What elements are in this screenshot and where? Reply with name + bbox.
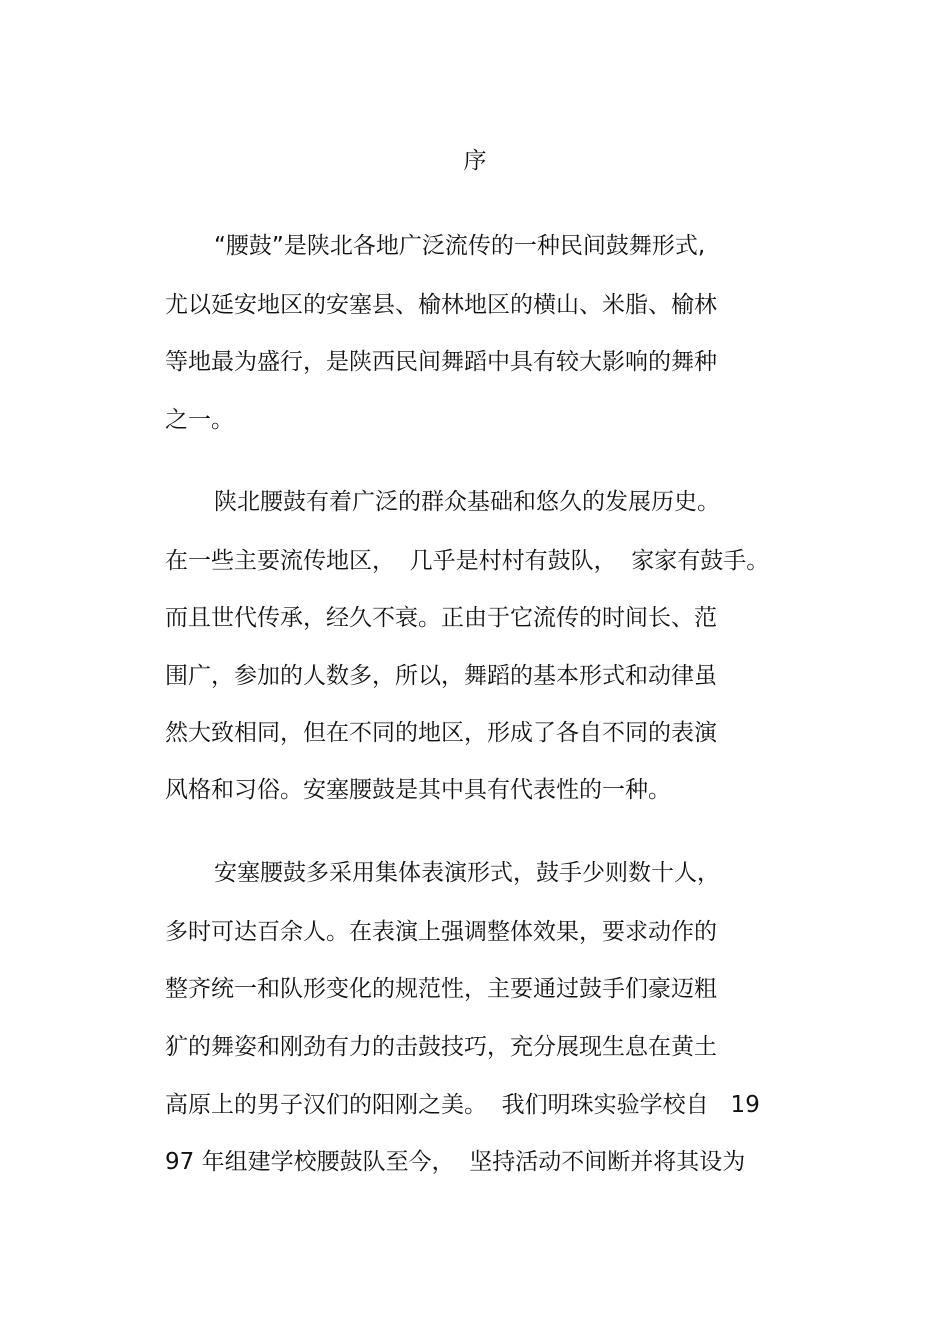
paragraph-2-line-6: 风格和习俗。安塞腰鼓是其中具有代表性的一种。 bbox=[165, 777, 671, 803]
paragraph-1-line-4: 之一。 bbox=[165, 407, 234, 433]
paragraph-2-line-1: 陕北腰鼓有着广泛的群众基础和悠久的发展历史。 bbox=[214, 489, 720, 515]
paragraph-2-line-4: 围广，参加的人数多，所以，舞蹈的基本形式和动律虽 bbox=[165, 663, 717, 689]
paragraph-3-line-5: 高原上的男子汉们的阳刚之美。 我们明珠实验学校自 19 bbox=[165, 1092, 760, 1118]
paragraph-2-line-2: 在一些主要流传地区， 几乎是村村有鼓队， 家家有鼓手。 bbox=[165, 548, 770, 574]
paragraph-1-line-3: 等地最为盛行，是陕西民间舞蹈中具有较大影响的舞种 bbox=[165, 349, 717, 375]
paragraph-2-line-5: 然大致相同，但在不同的地区，形成了各自不同的表演 bbox=[165, 720, 717, 746]
paragraph-3-line-6: 97 年组建学校腰鼓队至今， 坚持活动不间断并将其设为 bbox=[165, 1149, 746, 1175]
page-title: 序 bbox=[463, 148, 487, 174]
paragraph-3-line-3: 整齐统一和队形变化的规范性，主要通过鼓手们豪迈粗 bbox=[165, 976, 717, 1002]
paragraph-2-line-3: 而且世代传承，经久不衰。正由于它流传的时间长、范 bbox=[165, 605, 717, 631]
paragraph-3-line-1: 安塞腰鼓多采用集体表演形式，鼓手少则数十人， bbox=[214, 860, 720, 886]
paragraph-1-line-1: “腰鼓”是陕北各地广泛流传的一种民间鼓舞形式, bbox=[214, 233, 706, 259]
paragraph-1-line-2: 尤以延安地区的安塞县、榆林地区的横山、米脂、榆林 bbox=[165, 292, 717, 318]
paragraph-3-line-4: 犷的舞姿和刚劲有力的击鼓技巧，充分展现生息在黄土 bbox=[165, 1034, 717, 1060]
paragraph-3-line-2: 多时可达百余人。在表演上强调整体效果，要求动作的 bbox=[165, 919, 717, 945]
